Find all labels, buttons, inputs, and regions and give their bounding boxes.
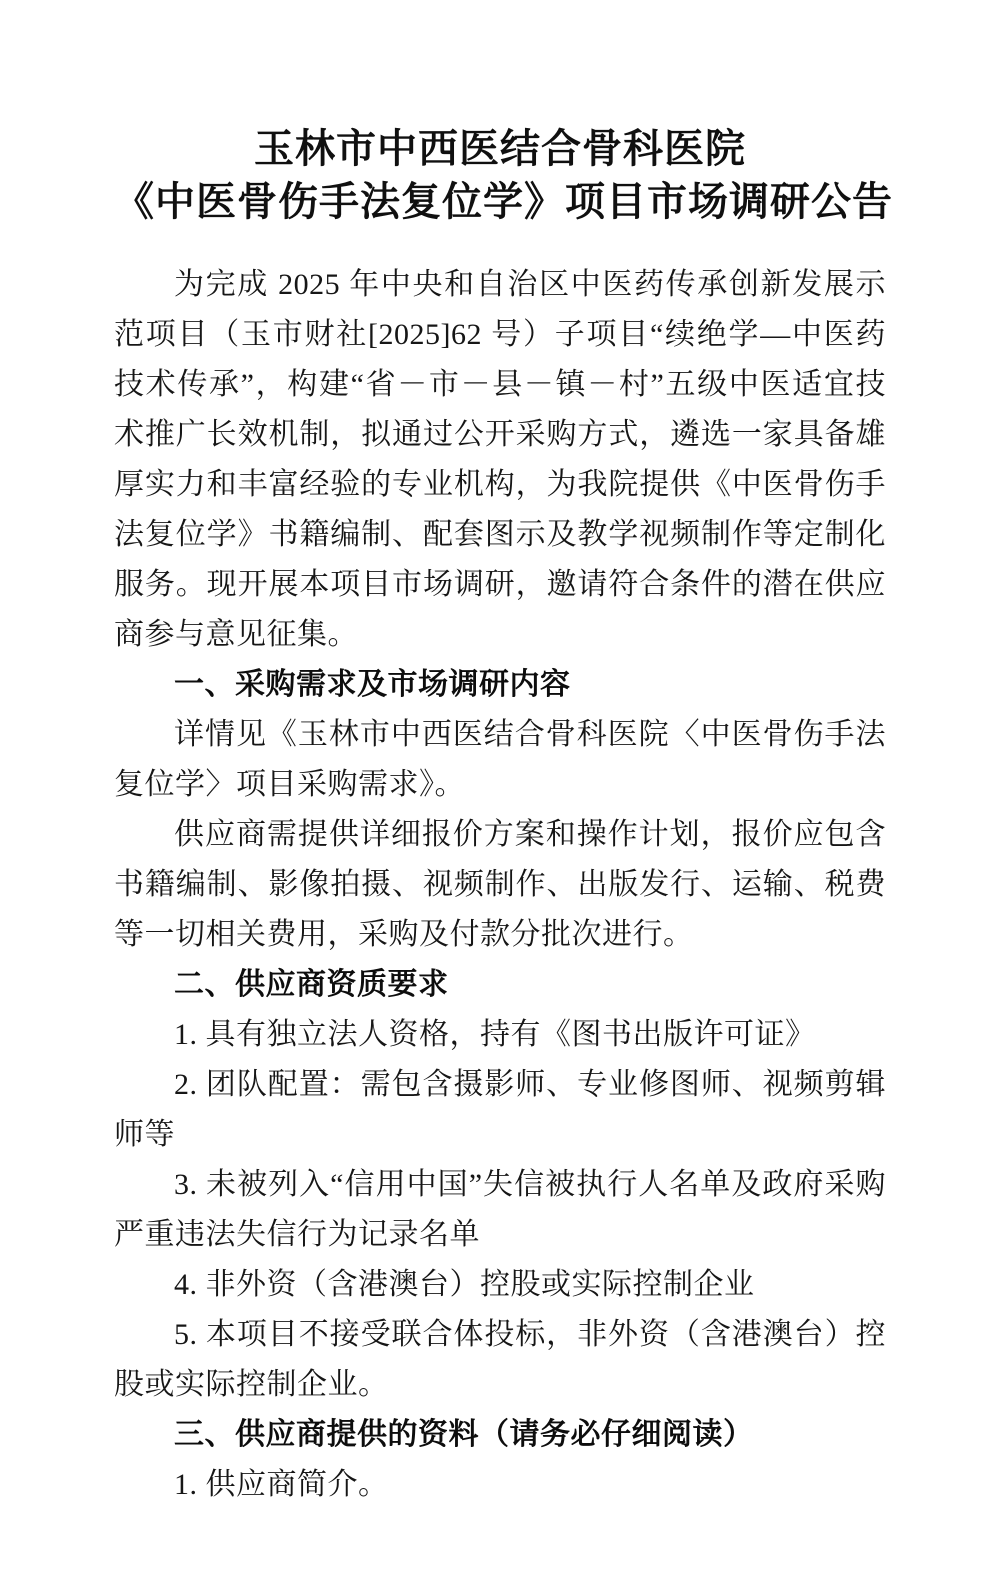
section-heading-1: 一、采购需求及市场调研内容 [174, 668, 571, 701]
document-body [114, 260, 886, 1510]
list-item-qualification-2: 2. 团队配置：需包含摄影师、专业修图师、视频剪辑师等 [114, 1068, 886, 1151]
list-item-qualification-3: 3. 未被列入“信用中国”失信被执行人名单及政府采购严重违法失信行为记录名单 [114, 1168, 886, 1251]
section-heading-3: 三、供应商提供的资料（请务必仔细阅读） [174, 1418, 754, 1451]
list-item-qualification-5: 5. 本项目不接受联合体投标，非外资（含港澳台）控股或实际控制企业。 [114, 1318, 886, 1401]
title-line-1: 玉林市中西医结合骨科医院 [254, 126, 746, 171]
document-title [114, 122, 893, 228]
title-line-2: 《中医骨伤手法复位学》项目市场调研公告 [114, 179, 893, 224]
paragraph-details: 详情见《玉林市中西医结合骨科医院〈中医骨伤手法复位学〉项目采购需求》。 [114, 718, 886, 801]
list-item-material-1: 1. 供应商简介。 [174, 1468, 389, 1501]
paragraph-intro: 为完成 2025 年中央和自治区中医药传承创新发展示范项目（玉市财社[2025]62 号）子项目“续绝学—中医药技术传承”，构建“省－市－县－镇－村”五级中医适宜技术推广长效机制，拟通过公开采购方式，遴选一家具备雄厚实力和丰富经验的专业机构，为我院提供《中医骨伤手法复位学》书籍编制、配套图示及教学视频制作等定制化服务。现开展本项目市场调研，邀请符合条件的潜在供应商参与意见征集。 [114, 268, 886, 651]
list-item-qualification-1: 1. 具有独立法人资格，持有《图书出版许可证》 [174, 1018, 816, 1051]
paragraph-quote-plan: 供应商需提供详细报价方案和操作计划，报价应包含书籍编制、影像拍摄、视频制作、出版发行、运输、税费等一切相关费用，采购及付款分批次进行。 [114, 818, 886, 951]
list-item-qualification-4: 4. 非外资（含港澳台）控股或实际控制企业 [174, 1268, 755, 1301]
section-heading-2: 二、供应商资质要求 [174, 968, 449, 1001]
